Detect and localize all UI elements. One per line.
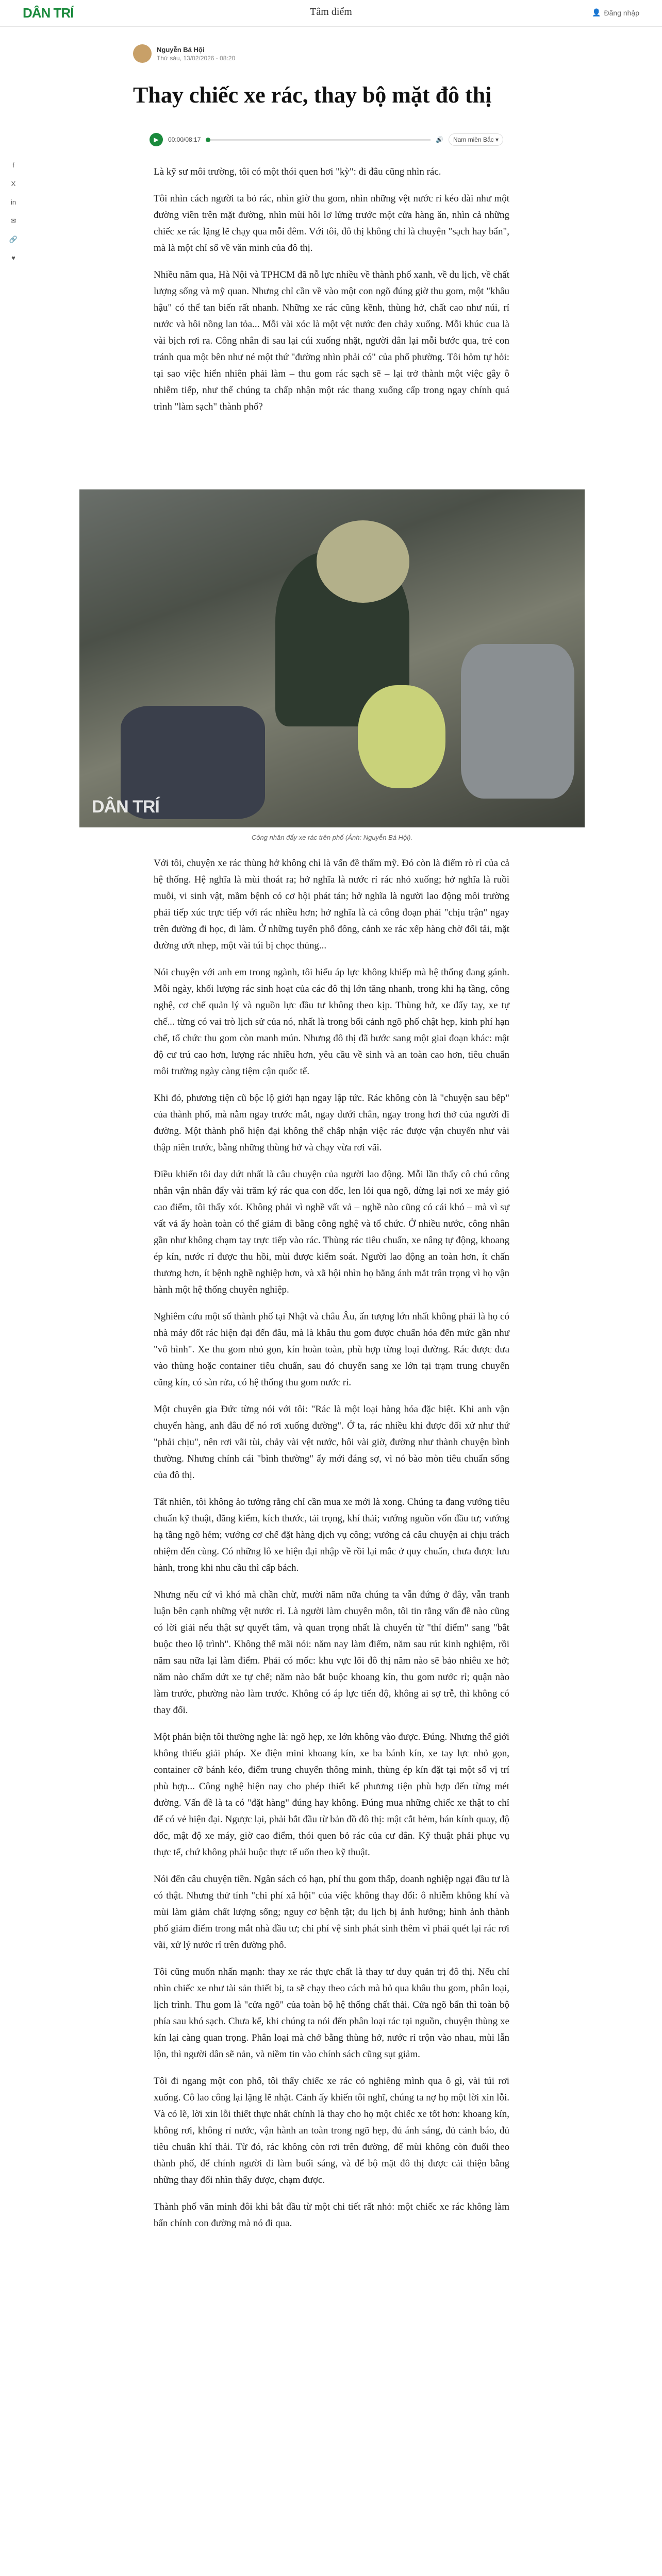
progress-handle[interactable] [206,138,210,142]
volume-icon[interactable]: 🔊 [435,136,443,143]
paragraph: Với tôi, chuyện xe rác thùng hở không chỉ là vấn đề thẩm mỹ. Đó còn là điểm rò rỉ của cả hệ thống. Hệ nghĩa là mùi thoát ra; hở nghĩa là nước rỉ rác nhỏ xuống; hở nghĩa là ruồi muỗi, vi sinh vật, mầm bệnh có cơ hội phát tán; hở nghĩa là người lao động môi trường phải tiếp xúc trực tiếp với rác nhiều hơn; hở nghĩa là cả công đoạn phải "chịu trận" ngay trên đường đi học, đi làm. Ở những tuyến phố đông, cảnh xe rác xếp hàng chờ đổi tải, mặt đường ướt nhẹp, một vài túi bị chọc thủng... [154,858,509,951]
article-title: Thay chiếc xe rác, thay bộ mặt đô thị [133,82,492,108]
avatar[interactable] [133,44,152,63]
linkedin-icon[interactable]: in [10,198,16,206]
photo-scooters [461,644,574,799]
author-block [133,44,235,63]
paragraph: Tôi đi ngang một con phố, tôi thấy chiếc xe rác có nghiêng mình qua ô gì, vài túi rơi xuống. Cô lao công lại lặng lẽ nhặt. Cảnh ấy khiến tôi nghĩ, chúng ta nợ họ một lời xin lỗi. Và có lẽ, lời xin lỗi thiết thực nhất chính là thay cho họ một chiếc xe tốt hơn: khoang kín, không rơi, không rỉ nước, vận hành an toàn trong ngõ hẹp, đủ ánh sáng, đủ cảnh báo, đủ tiêu chuẩn khí thải. Từ đó, rác không còn rơi trên đường, để mùi không còn đuổi theo thành phố, để chính người đi làm buổi sáng, và để bộ mặt đô thị được cải thiện bằng những thay đổi nhìn thấy được, chạm được. [154,2076,509,2185]
photo-caption: Công nhân đẩy xe rác trên phố (Ảnh: Nguyễn Bá Hội). [251,834,413,841]
article-intro [154,164,509,426]
paragraph: Nói đến câu chuyện tiền. Ngân sách có hạn, phí thu gom thấp, doanh nghiệp ngại đầu tư là có thật. Nhưng thử tính "chi phí xã hội" của việc không thay đổi: ô nhiễm không khí và mùi làm giảm chất lượng sống; nguy cơ bệnh tật; du lịch bị ảnh hưởng; hình ảnh thành phố giảm điểm trong mắt nhà đầu tư; chi phí vệ sinh phát sinh thêm vì phải quét lại rác rơi vãi, xử lý nước rỉ trên đường phố. [154,1874,509,1951]
section-title[interactable]: Tâm điểm [310,6,352,18]
photo-green-bag [358,685,445,788]
paragraph: Tôi cũng muốn nhấn mạnh: thay xe rác thực chất là thay tư duy quản trị đô thị. Nếu chỉ nhìn chiếc xe như tài sản thiết bị, ta sẽ chạy theo cách mà bỏ qua khâu thu gom, phân loại, lịch trình. Thu gom là "cửa ngõ" của toàn bộ hệ thống chất thải. Cửa ngõ bẩn thì toàn bộ phía sau khó sạch. Chưa kể, khi chúng ta nói đến phân loại rác tại nguồn, chuyện thùng xe kín lại càng quan trọng. Phân loại mà chở bằng thùng hở, nước rỉ trộn vào nhau, mùi lẫn lộn, thì người dân sẽ nản, và niềm tin vào chính sách cũng sụt giảm. [154,1967,509,2060]
paragraph: Tôi nhìn cách người ta bỏ rác, nhìn giờ thu gom, nhìn những vệt nước rỉ kéo dài như một đường viền trên mặt đường, nhìn mùi hôi lơ lửng trước một cửa hàng ăn, nhìn cả những chiếc xe rác lặng lẽ chạy qua mỗi đêm. Với tôi, đô thị không chỉ là chuyện "sạch hay bẩn", mà là một chỉ số về văn minh của đô thị. [154,193,509,253]
paragraph: Tất nhiên, tôi không ảo tưởng rằng chỉ cần mua xe mới là xong. Chúng ta đang vướng tiêu chuẩn kỹ thuật, đăng kiểm, kích thước, tải trọng, khí thải; vướng nguồn vốn đầu tư; vướng hạ tầng ngõ hẻm; vướng cơ chế đặt hàng dịch vụ công; vướng cả câu chuyện ai chịu trách nhiệm đến cùng. Có những lô xe hiện đại nhập về rồi lại mắc ở quy chuẩn, chưa được lưu hành, trong khi nhu cầu thì cấp bách. [154,1497,509,1573]
publish-time: Thứ sáu, 13/02/2026 - 08:20 [157,54,236,62]
paragraph: Khi đó, phương tiện cũ bộc lộ giới hạn ngay lập tức. Rác không còn là "chuyện sau bếp" của thành phố, mà nằm ngay trước mắt, ngay dưới chân, ngay trong hơi thở của người đi đường. Một thành phố hiện đại không thể chấp nhận việc rác được vận chuyển như vài thập niên trước, bằng những thùng hở và chạy vừa rơi vãi. [154,1093,509,1153]
facebook-icon[interactable]: f [12,161,14,169]
share-bar [7,160,20,264]
audio-progress[interactable] [206,139,431,141]
paragraph: Nói chuyện với anh em trong ngành, tôi hiểu áp lực không khiếp mà hệ thống đang gánh. Mỗi ngày, khối lượng rác sinh hoạt của các đô thị lớn tăng nhanh, trong khi hạ tầng, công nghệ, cơ chế quản lý và nguồn lực đầu tư không theo kịp. Thùng hở, xe đẩy tay, xe tự chế... từng có vai trò lịch sử của nó, nhất là trong bối cảnh ngõ phố chật hẹp, kinh phí hạn chế, tổ chức thu gom còn manh mún. Nhưng đô thị đã bước sang một giai đoạn khác: mật độ cư trú cao hơn, lượng rác nhiều hơn, yêu cầu về sinh và an toàn cao hơn, tiêu chuẩn môi trường ngày càng tiệm cận quốc tế. [154,967,509,1077]
author-name[interactable]: Nguyễn Bá Hội [157,45,205,54]
paragraph: Nhiều năm qua, Hà Nội và TPHCM đã nỗ lực nhiều về thành phố xanh, về du lịch, về chất lượng sống và mỹ quan. Nhưng chỉ cần về vào một con ngõ đúng giờ thu gom, một "khâu hậu" có thể tan biến rất nhanh. Những xe rác cũng kềnh, thùng hở, chất cao như núi, rỉ nước và hôi nồng lan tỏa... Mỗi vài xóc là một vệt nước đen chảy xuống. Mỗi khúc cua là vài bịch rơi ra. Công nhân đi sau lại cúi xuống nhặt, người dân lại mỗi bước qua, trẻ con tránh qua một bên như né một thứ "đường nhìn phải có" của phố phường. Tôi hỏm tự hỏi: tại sao việc hiển nhiên phải làm – thu gom rác sạch sẽ – lại trở thành một việc gây ô nhiễm tiếp, như thể chúng ta chấp nhận một rác thang xuống cấp trong ngay chính quá trình "làm sạch" thành phố? [154,269,509,412]
site-header [0,0,662,27]
logo-text: DÂN TRÍ [23,5,74,21]
article-body [154,855,509,2242]
paragraph: Nhưng nếu cứ vì khó mà chần chừ, mười năm nữa chúng ta vẫn đứng ở đây, vẫn tranh luận bên cạnh những vệt nước rỉ. Là người làm chuyên môn, tôi tin rằng vấn đề nào cũng có lời giải nếu thật sự quyết tâm, và quan trọng nhất là chuyển từ "thí điểm" sang "bắt buộc theo lộ trình". Không thể mãi nói: năm nay làm điểm, năm sau rút kinh nghiệm, rồi năm sau nữa lại làm điểm. Phải có mốc: khu vực lõi đô thị năm nào sẽ bảo nhiêu xe hở; năm nào chấm dứt xe tự chế; năm nào bắt buộc khoang kín, thu gom nước rỉ; quận nào làm trước, phường nào làm trước. Không có áp lực tiến độ, không ai sợ trễ, thì không có thay đổi. [154,1589,509,1716]
paragraph: Nghiêm cứu một số thành phố tại Nhật và châu Âu, ấn tượng lớn nhất không phải là họ có nhà máy đốt rác hiện đại đến đâu, mà là khâu thu gom được chuẩn hóa đến mức gần như "vô hình". Xe thu gom nhỏ gọn, kín hoàn toàn, phù hợp từng loại đường. Rác được đưa vào thùng hoặc container tiêu chuẩn, sau đó chuyển sang xe lớn tại trạm trung chuyển cũng kín, có sàn rửa, có hệ thống thu gom nước rỉ. [154,1311,509,1388]
photo-watermark: DÂN TRÍ [92,797,159,817]
photo-garbage-bags [317,520,409,603]
paragraph: Điều khiến tôi day dứt nhất là câu chuyện của người lao động. Mỗi lần thấy cô chú công nhân vận nhân đẩy vài trăm ký rác qua con dốc, len lỏi qua ngõ, dừng lại nơi xe máy gió cao điểm, tôi thấy xót. Không phải vì nghề vất vả – nghề nào cũng có cái khó – mà vì sự vất vả ấy hoàn toàn có thể giảm đi bằng công nghệ và tổ chức. Ở nhiều nước, công nhân gần như không chạm tay trực tiếp vào rác. Thùng rác tiêu chuẩn, xe nâng tự động, khoang ép kín, nước rỉ được thu hồi, mùi được kiểm soát. Người lao động an toàn hơn, ít chấn thương hơn, ít bệnh nghề nghiệp hơn, và xã hội nhìn họ bằng ánh mắt trân trọng vì họ vận hành một hệ thống chuyên nghiệp. [154,1169,509,1295]
heart-icon[interactable]: ♥ [11,254,15,262]
paragraph: Thành phố văn minh đôi khi bắt đầu từ một chi tiết rất nhỏ: một chiếc xe rác không làm bẩn chính con đường mà nó đi qua. [154,2201,509,2229]
user-icon: 👤 [592,8,601,16]
link-icon[interactable]: 🔗 [9,235,18,243]
article-photo[interactable] [79,489,585,827]
mail-icon[interactable]: ✉ [10,217,16,225]
login-label: Đăng nhập [604,8,639,17]
audio-time: 00:00/08:17 [168,136,201,143]
x-icon[interactable]: X [11,180,16,188]
paragraph: Là kỹ sư môi trường, tôi có một thói quen hơi "kỳ": đi đâu cũng nhìn rác. [154,166,441,177]
voice-select[interactable]: Nam miền Bắc ▾ [449,133,503,146]
login-link[interactable] [592,8,639,17]
paragraph: Một phản biện tôi thường nghe là: ngõ hẹp, xe lớn không vào được. Đúng. Nhưng thế giới không thiếu giải pháp. Xe điện mini khoang kín, xe ba bánh kín, xe tay lực nhỏ gọn, container cỡ bánh kéo, điểm trung chuyển thông minh, thùng ép kín đặt tại một số vị trí phù hợp... Công nghệ hiện nay cho phép thiết kế phương tiện phù hợp đến từng mét đường. Vấn đề là ta có "đặt hàng" đúng hay không. Đúng mua những chiếc xe thật to chỉ để có vẻ hiện đại. Ngược lại, phải bắt đầu từ bản đồ đô thị: mật cắt hẻm, bán kính quay, độ dốc, mật độ xe máy, giờ cao điểm, thói quen bỏ rác của cư dân. Kỹ thuật phải phục vụ thực tế, chứ không phải buộc thực tế uốn theo kỹ thuật. [154,1732,509,1858]
paragraph: Một chuyên gia Đức từng nói với tôi: "Rác là một loại hàng hóa đặc biệt. Khi anh vận chuyển hàng, anh đâu để nó rơi xuống đường". Ở ta, rác nhiều khi được đối xử như thứ "phải chịu", nên rơi vãi tùi, chảy vài vệt nước, hôi vài giờ, đường như thành chuyện bình thường. Nhưng chính cái "bình thường" ấy mới đáng sợ, vì nó bào mòn tiêu chuẩn sống của đô thị. [154,1404,509,1481]
audio-player [150,131,503,148]
play-icon[interactable]: ▶ [150,133,163,146]
